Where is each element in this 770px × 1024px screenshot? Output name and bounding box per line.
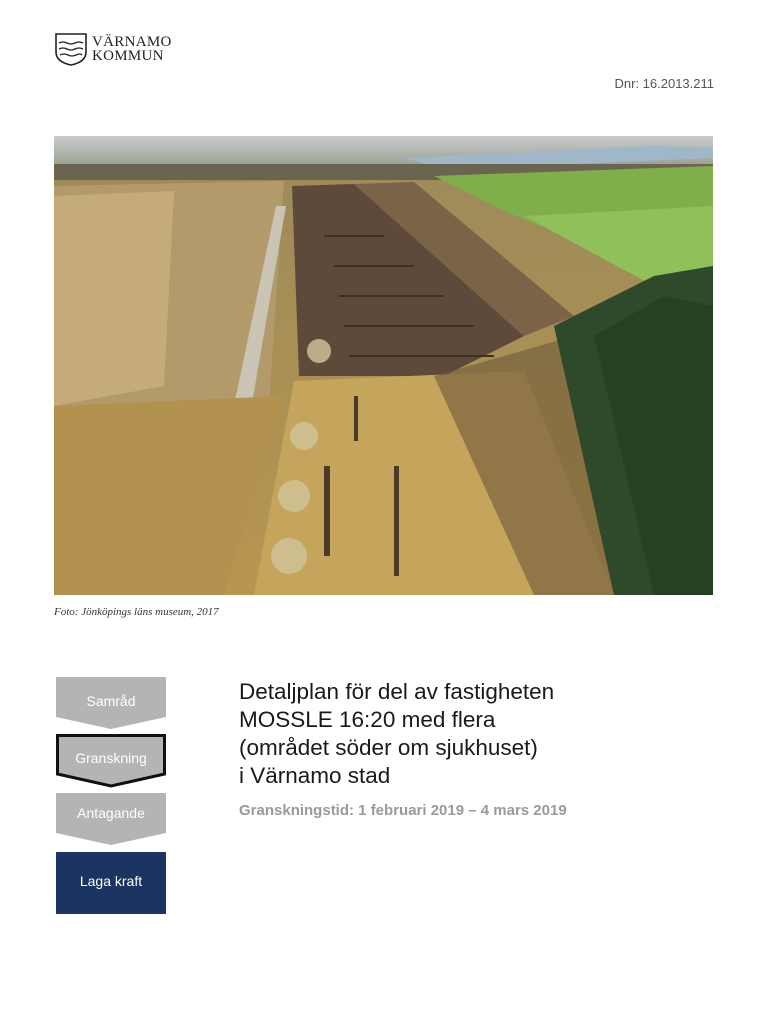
photo-caption: Foto: Jönköpings läns museum, 2017 [54,606,219,618]
document-title [239,678,554,790]
varnamo-kommun-logo [54,32,172,66]
aerial-photo-illustration [54,136,713,595]
logo-text [92,35,172,63]
aerial-photo [54,136,713,595]
logo-line-2: KOMMUN [92,48,164,64]
step-laga-kraft [56,852,166,914]
step-antagande [56,793,166,845]
step-label: Laga kraft [79,873,143,889]
title-line: Detaljplan för del av fastigheten [239,679,555,704]
title-line: i Värnamo stad [239,763,391,788]
step-label: Antagande [77,805,145,821]
logo-line-1: VÄRNAMO [92,34,172,50]
diary-number: Dnr: 16.2013.211 [614,76,714,91]
step-label: Samråd [86,693,136,709]
step-granskning [56,734,166,788]
title-line: MOSSLE 16:20 med flera [239,707,496,732]
step-label: Granskning [75,750,147,766]
municipal-shield-icon [54,32,88,66]
step-samrad [56,677,166,729]
review-period: Granskningstid: 1 februari 2019 – 4 mars 2019 [239,802,567,819]
title-line: (området söder om sjukhuset) [239,735,538,760]
